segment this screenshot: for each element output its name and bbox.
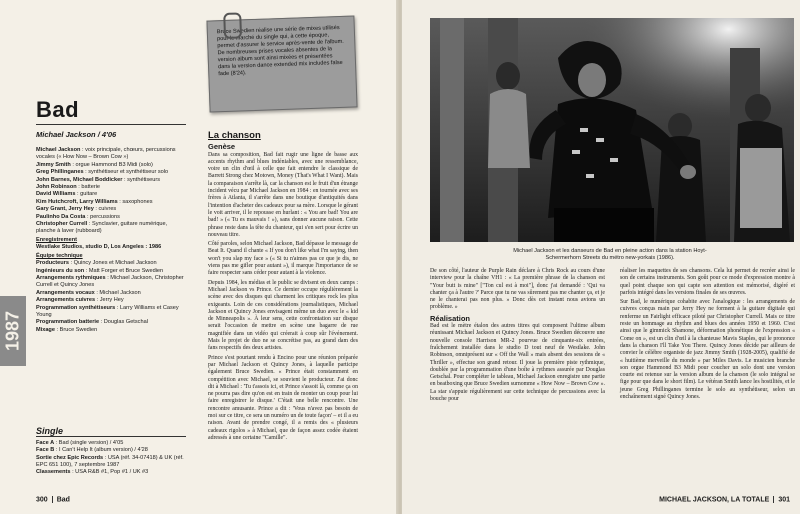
paragraph: Sur Bad, le numérique cohabite avec l'analogique : les arrangements de cuivres conçus main par Jerry Hey ne forment à la guitare digitale qui renferme un Fairlight efficace piloté par Christopher Currell. Mais ce titre reste un hommage au rhythm and blues des années 1950 et 1960. C'est ainsi que le gimmick Shamone, déformation phonétique de l'expression « Come on », est un clin d'œil à la chanteuse Mavis Staples, qui le prononce dans la chanson I'll Take You There. Quincy Jones décide par ailleurs de convier le célèbre organiste de jazz Jimmy Smith (1928-2005), qualifié de « huitième merveille du monde » par Miles Davis. Le musicien branche son orgue Hammond B3 Midi pour coucher un solo dont une version courte est retenue sur la version album de la chanson (le solo intégral se fige pour que dans le short film). Le vétéran Smith lance les hostilités, et le jeune Greg Phillinganes termine le solo au synthétiseur, selon un enchaînement signé Quincy Jones. (620, 299, 795, 401)
paragraph: Bad est le mètre étalon des autres titres qui composent l'ultime album réunissant Michael Jackson et Quincy Jones. Bruce Swedien découvre une nouvelle console Harrison MR-2 pourvue de cinquante-six entrées, fraîchement installée dans le studio D tout neuf de Westlake. John Robinson, omniprésent sur « Off the Wall » mais absent des sessions de « Thriller », effectue son grand retour. Il joue la première piste rythmique, doublée par la programmation d'une boîte à rythmes assurée par Douglas Getschal. Pour compléter le tableau, Michael Jackson enregistre une partie en beatboxing que Bruce Swedien surnomme « How Now – Brown Cow ». La star s'appuie régulièrement sur cette technique de percussions avec la bouche pour (430, 323, 605, 403)
title-divider (36, 124, 186, 125)
song-title: Bad (36, 97, 80, 122)
sticky-note (206, 15, 357, 112)
folio-left (36, 496, 70, 503)
paragraph: Côté paroles, selon Michael Jackson, Bad dépasse le message de Beat It. Quand il chante « If you don't like what I'm saying, then won't you slap my face » (« Si tu n'aimes pas ce que je dis, ne viens pas me gifler pour autant »), il marque l'importance de se faire respecter sans céder pour autant à la violence. (208, 241, 358, 277)
photo (430, 18, 794, 242)
recording-value: Westlake Studios, studio D, Los Angeles : 1986 (36, 244, 162, 251)
credit-line: Greg Phillinganes : synthétiseur et synthétiseur solo (36, 169, 169, 176)
page-number: 300 (36, 496, 48, 504)
credit-line: Paulinho Da Costa : percussions (36, 213, 120, 220)
article-column (208, 132, 358, 444)
paragraph: Dans sa composition, Bad fait rugir une ligne de basse aux accents rhythm and blues indéniables, avec une ressemblance, voire un clin d'œil à celle que fait entendre le classique de Barrett Strong chez Motown, Money (That's What I Want). Mais la comparaison s'arrête là, car la chanson est le fruit d'un étrange incident vécu par Michael Jackson en 1984 : en tournée avec ses frères à Atlanta, il s'arrête dans une boutique d'antiquités dans l'intention d'acheter des cadeaux pour sa mère. Lorsque le gérant le voit arriver, il le repousse en hurlant : « You are bad! You are bad! » (« Tu es mauvais ! »), sans donner aucune raison. Cette phrase reste dans la tête du chanteur, qui s'en sert pour écrire un nouveau titre. (208, 151, 358, 238)
single-line: Face A : Bad (single version) / 4'05 (36, 440, 124, 447)
credit-line: Kim Hutchcroft, Larry Williams : saxophones (36, 198, 153, 205)
folio-right (659, 496, 790, 503)
single-title: Single (36, 426, 64, 436)
credit-line: Christopher Currell : Synclavier, guitare numérique, planche à laver (rubboard) (36, 221, 168, 235)
left-page (0, 0, 398, 514)
single-line: Classements : USA R&B #1, Pop #1 / UK #3 (36, 469, 149, 476)
paperclip-icon (223, 12, 242, 39)
credit-line: Jimmy Smith : orgue Hammond B3 Midi (solo) (36, 161, 153, 168)
paragraph: réaliser les maquettes de ses chansons. Cela lui permet de recréer ainsi le son de certains instruments. Son goût pour ce mode d'expression montre à quel point chaque son qui capte son attention est mémorisé, digéré et parfois intégré dans les versions finales de ses œuvres. (620, 268, 795, 296)
team-line: Ingénieurs du son : Matt Forger et Bruce Swedien (36, 267, 164, 274)
team-line: Programmation synthétiseurs : Larry Williams et Casey Young (36, 304, 179, 318)
credit-line: Gary Grant, Jerry Hey : cuivres (36, 206, 117, 213)
single-block (36, 428, 186, 476)
credit-line: John Barnes, Michael Boddicker : synthétiseurs (36, 176, 161, 183)
credit-line: David Williams : guitare (36, 191, 98, 198)
right-column-b (620, 268, 795, 403)
realisation-heading: Réalisation (430, 313, 471, 323)
paragraph: Prince s'est pourtant rendu à Encino pour une réunion préparée par Michael Jackson et Quincy Jones, à laquelle participe également Bruce Swedien. « Prince était constamment en compétition avec Michael, se souvient le producteur. J'ai donc dit à Michael : 'Tu t'assois ici, et Prince s'assoit là, comme ça on ne pourra pas dire qu'on est en train de monter un coup pour lui faire enregistrer le disque.' C'était une belle rencontre. Une rencontre amusante. Prince a dit : 'Vous n'avez pas besoin de moi sur ce titre, ce sera un numéro un de toute façon' – et il a eu raison. Avant de prendre congé, il a remis des « plusieurs cadeaux rigolos » à Michael, que de façon assez codée étaient adressés à une certaine "Camille". (208, 354, 358, 441)
year-label: 1987 (2, 310, 23, 352)
credit-line: John Robinson : batterie (36, 184, 101, 191)
team-line: Programmation batterie : Douglas Getschal (36, 319, 148, 326)
subway-dance-photo (430, 18, 794, 242)
single-divider (36, 436, 186, 437)
single-line: Face B : I Can't Help It (album version) / 4'28 (36, 447, 148, 454)
paragraph: Depuis 1984, les médias et le public se divisent en deux camps : Michael Jackson vs Prince. Ce dernier occupe régulièrement la scène avec des disques qui charment les critiques rock les plus exigeants. Loin de ces considérations journalistiques, Michael Jackson et Quincy Jones envisagent même un duo avec le « kid de Minneapolis ». À leur sens, cette confrontation sur disque serait l'occasion de mettre en scène une bagarre de rue magnifiée dans un vidéo qui créerait à coup sûr l'événement. Mais le projet de duo ne se concrétise pas, au grand dam des fans respectifs des deux artistes. (208, 279, 358, 352)
running-title: Bad (56, 496, 70, 504)
team-line: Mixage : Bruce Swedien (36, 326, 98, 333)
song-subtitle: Michael Jackson / 4'06 (36, 130, 117, 139)
team-line: Arrangements cuivres : Jerry Hey (36, 297, 124, 304)
note-text: Bruce Swedien réalise une série de mixes utilisés pour le marché du single qui, à cette époque, permet d'assurer le service après-vente de l'album. De nombreuses prises vocales absentes de la version album sont ainsi mixées et présentées dans la version dance extended mix includes false fade (8'24). (216, 24, 344, 78)
paragraph: De son côté, l'auteur de Purple Rain déclare à Chris Rock au cours d'une interview pour la chaîne VH1 : « La première phrase de la chanson est "Your butt is mine" ["Ton cul est à moi"], donc j'ai demandé : 'Qui va chanter ça à l'autre ?' Parce que tu ne vas sûrement pas me chanter ça, et je ne le chanterai pas non plus. » Donc dès cet instant nous avions un problème. » (430, 268, 605, 311)
team-line: Arrangements rythmiques : Michael Jackson, Christopher Currell et Quincy Jones (36, 274, 184, 289)
photo-caption: Michael Jackson et les danseurs de Bad en pleine action dans la station Hoyt-Schermerhorn Streets du métro new-yorkais (1986). (513, 248, 707, 261)
team-heading: Équipe technique (36, 252, 83, 259)
section-heading: La chanson (208, 130, 261, 141)
credit-line: Michael Jackson : voix principale, chœurs, percussions vocales (« How Now – Brown Cow ») (36, 147, 176, 161)
running-title: MICHAEL JACKSON, LA TOTALE (659, 496, 770, 504)
single-line: Sortie chez Epic Records : USA (réf. 34-07418) & UK (réf. EPC 651 100), 7 septembre 1987 (36, 454, 184, 468)
page-number: 301 (778, 496, 790, 504)
team-line: Arrangements vocaux : Michael Jackson (36, 289, 141, 296)
right-column-a (430, 268, 605, 405)
recording-heading: Enregistrement (36, 236, 78, 243)
year-tab (0, 296, 26, 366)
credits-block (36, 147, 186, 334)
right-page (402, 0, 800, 514)
section-subheading: Genèse (208, 142, 236, 152)
team-line: Producteurs : Quincy Jones et Michael Jackson (36, 260, 157, 267)
